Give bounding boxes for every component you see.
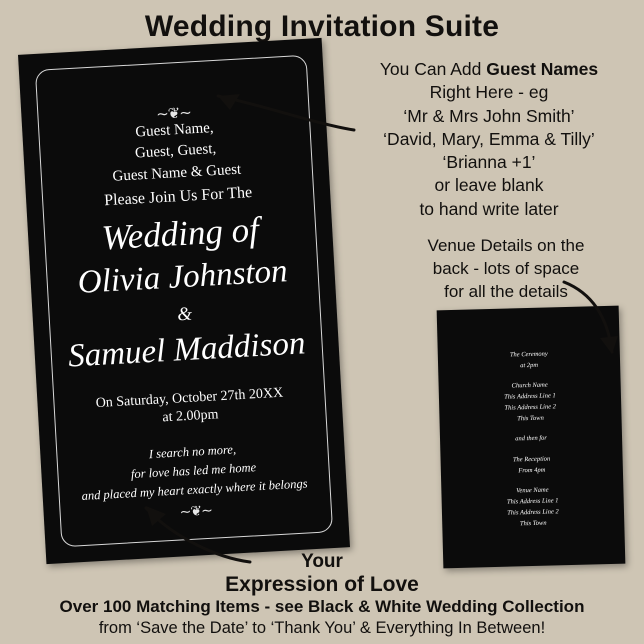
guest-note-line-1-bold: Guest Names (486, 59, 599, 79)
guest-note-line-7: to hand write later (419, 198, 559, 219)
guest-note-line-4: ‘David, Mary, Emma & Tilly’ (383, 128, 595, 149)
wedding-time: at 2.00pm (162, 407, 219, 426)
church-address-line-2: This Address Line 2 (504, 403, 557, 412)
flourish-top-icon: ~❦~ (155, 103, 192, 124)
guest-line: Guest Name, (134, 120, 214, 141)
wedding-of-heading: Wedding of (100, 209, 260, 258)
love-note-line-1: Your (301, 551, 343, 572)
venue-town: This Town (519, 519, 547, 527)
guest-note-line-3: ‘Mr & Mrs John Smith’ (403, 105, 575, 126)
arrow-to-guest-names-icon (196, 86, 356, 132)
groom-name: Samuel Maddison (67, 325, 307, 375)
verse-block (40, 434, 347, 507)
page-title: Wedding Invitation Suite (144, 10, 500, 43)
verse-line: I search no more, (148, 442, 237, 462)
venue-note-line-2: back - lots of space (432, 258, 580, 278)
guest-note-line-5: ‘Brianna +1’ (442, 152, 536, 173)
love-note-line-2: Expression of Love (225, 573, 419, 596)
guest-note-line-1 (336, 58, 642, 81)
venue-note-line-3: for all the details (444, 281, 568, 301)
church-town: This Town (517, 414, 544, 422)
venue-note-line-1: Venue Details on the (427, 236, 585, 255)
footer-line-1: Over 100 Matching Items - see Black & White Wedding Collection (59, 597, 585, 616)
venue-name: Venue Name (516, 487, 549, 495)
verse-line: and placed my heart exactly where it belongs (81, 475, 308, 503)
church-address-line-1: This Address Line 1 (504, 392, 556, 401)
guest-note-line-6: or leave blank (434, 175, 544, 196)
reception-heading: The Reception (512, 455, 551, 464)
and-then-for: and then for (515, 434, 548, 443)
join-us-line: Please Join Us For The (103, 184, 253, 210)
footer-line-2: from ‘Save the Date’ to ‘Thank You’ & Everything In Between! (98, 619, 546, 637)
ceremony-time: at 2pm (520, 361, 539, 369)
arrow-to-expression-of-love-icon (126, 500, 252, 568)
ceremony-heading: The Ceremony (509, 350, 548, 359)
venue-address-line-1: This Address Line 1 (506, 497, 559, 506)
flourish-bottom-icon: ~❦~ (179, 502, 213, 521)
guest-line: Guest, Guest, (134, 141, 217, 162)
arrow-to-back-card-icon (560, 280, 622, 366)
wedding-date: On Saturday, October 27th 20XX (95, 385, 284, 412)
guest-note-line-1-plain: You Can Add (379, 59, 487, 79)
church-name: Church Name (511, 381, 548, 390)
bride-name: Olivia Johnston (76, 253, 289, 301)
ampersand: & (176, 303, 193, 326)
guest-note-line-2: Right Here - eg (429, 82, 549, 103)
guest-names-annotation (336, 58, 642, 221)
back-card-text (438, 348, 625, 532)
venue-address-line-2: This Address Line 2 (507, 508, 559, 517)
guest-line: Guest Name & Guest (112, 161, 242, 185)
reception-time: From 4pm (518, 466, 546, 475)
verse-line: for love has led me home (130, 459, 257, 481)
